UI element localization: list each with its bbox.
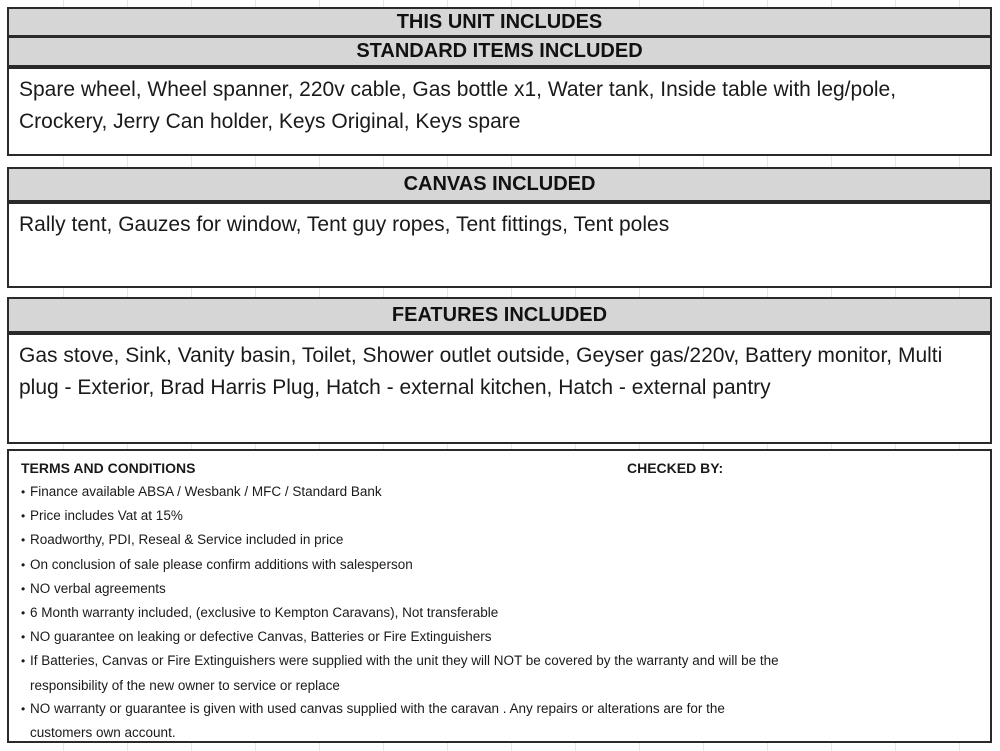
terms-item: • Price includes Vat at 15% (21, 504, 781, 528)
unit-includes-header (7, 7, 992, 37)
terms-list (21, 480, 781, 744)
canvas-box (7, 202, 992, 288)
checked-by-label: CHECKED BY: (627, 460, 724, 476)
terms-item: • NO verbal agreements (21, 577, 781, 601)
unit-includes-title: THIS UNIT INCLUDES (396, 11, 603, 33)
features-line-1: Gas stove, Sink, Vanity basin, Toilet, Shower outlet outside, Geyser gas/220v, Battery monitor, Multi (19, 344, 943, 367)
standard-items-header (7, 36, 992, 67)
terms-item: • 6 Month warranty included, (exclusive to Kempton Caravans), Not transferable (21, 601, 781, 625)
terms-item: • NO guarantee on leaking or defective Canvas, Batteries or Fire Extinguishers (21, 625, 781, 649)
terms-title: TERMS AND CONDITIONS (21, 460, 196, 476)
standard-items-line-2: Crockery, Jerry Can holder, Keys Original, Keys spare (19, 110, 521, 133)
terms-box (7, 449, 992, 743)
features-box (7, 333, 992, 444)
canvas-line-1: Rally tent, Gauzes for window, Tent guy ropes, Tent fittings, Tent poles (19, 213, 670, 236)
standard-items-line-1: Spare wheel, Wheel spanner, 220v cable, Gas bottle x1, Water tank, Inside table with leg/pole, (19, 78, 897, 101)
terms-item: • NO warranty or guarantee is given with used canvas supplied with the caravan . Any repairs or alterations are for the customers own account. (21, 697, 781, 744)
canvas-title: CANVAS INCLUDED (403, 173, 596, 195)
terms-item: • On conclusion of sale please confirm additions with salesperson (21, 553, 781, 577)
standard-items-box (7, 67, 992, 156)
terms-item: • Finance available ABSA / Wesbank / MFC / Standard Bank (21, 480, 781, 504)
terms-item: • If Batteries, Canvas or Fire Extinguishers were supplied with the unit they will NOT be covered by the warranty and will be the responsibility of the new owner to service or replace (21, 649, 781, 696)
features-line-2: plug - Exterior, Brad Harris Plug, Hatch - external kitchen, Hatch - external pantry (19, 376, 771, 399)
canvas-header (7, 167, 992, 202)
features-title: FEATURES INCLUDED (391, 304, 608, 326)
standard-items-title: STANDARD ITEMS INCLUDED (356, 40, 643, 62)
terms-item: • Roadworthy, PDI, Reseal & Service included in price (21, 528, 781, 552)
features-header (7, 297, 992, 333)
